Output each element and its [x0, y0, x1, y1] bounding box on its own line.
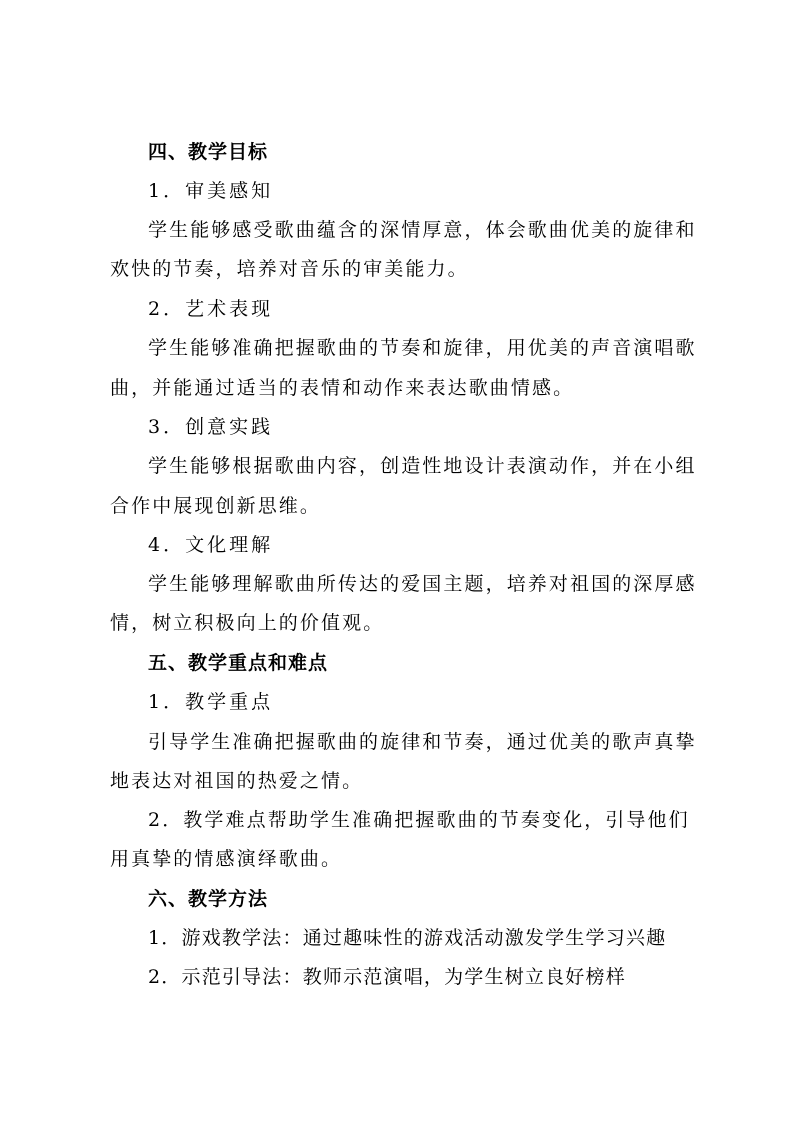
paragraph-line: 用真挚的情感演绎歌曲。: [110, 848, 343, 870]
paragraph-line: 地表达对祖国的热爱之情。: [110, 770, 364, 792]
section-heading-objectives: 四、教学目标: [148, 141, 269, 163]
subheading-cultural-understanding: 4．文化理解: [148, 534, 274, 556]
paragraph-line: 学生能够根据歌曲内容，创造性地设计表演动作，并在小组: [148, 455, 697, 477]
list-item-method: 2．示范引导法：教师示范演唱，为学生树立良好榜样: [148, 966, 626, 988]
paragraph-line: 学生能够理解歌曲所传达的爱国主题，培养对祖国的深厚感: [148, 573, 697, 595]
paragraph-line: 情，树立积极向上的价值观。: [110, 612, 385, 634]
list-item-method: 1．游戏教学法：通过趣味性的游戏活动激发学生学习兴趣: [148, 927, 667, 949]
section-heading-methods: 六、教学方法: [148, 888, 269, 910]
paragraph-line: 2．教学难点帮助学生准确把握歌曲的节奏变化，引导他们: [148, 809, 690, 831]
subheading-teaching-focus: 1．教学重点: [148, 691, 274, 713]
section-heading-key-points: 五、教学重点和难点: [148, 652, 329, 674]
subheading-artistic-expression: 2．艺术表现: [148, 298, 274, 320]
paragraph-line: 学生能够准确把握歌曲的节奏和旋律，用优美的声音演唱歌: [148, 337, 697, 359]
paragraph-line: 引导学生准确把握歌曲的旋律和节奏，通过优美的歌声真挚: [148, 731, 697, 753]
paragraph-line: 合作中展现创新思维。: [110, 495, 322, 517]
subheading-creative-practice: 3．创意实践: [148, 416, 274, 438]
paragraph-line: 欢快的节奏，培养对音乐的审美能力。: [110, 258, 469, 280]
subheading-aesthetic-perception: 1．审美感知: [148, 180, 274, 202]
paragraph-line: 学生能够感受歌曲蕴含的深情厚意，体会歌曲优美的旋律和: [148, 219, 697, 241]
paragraph-line: 曲，并能通过适当的表情和动作来表达歌曲情感。: [110, 377, 575, 399]
